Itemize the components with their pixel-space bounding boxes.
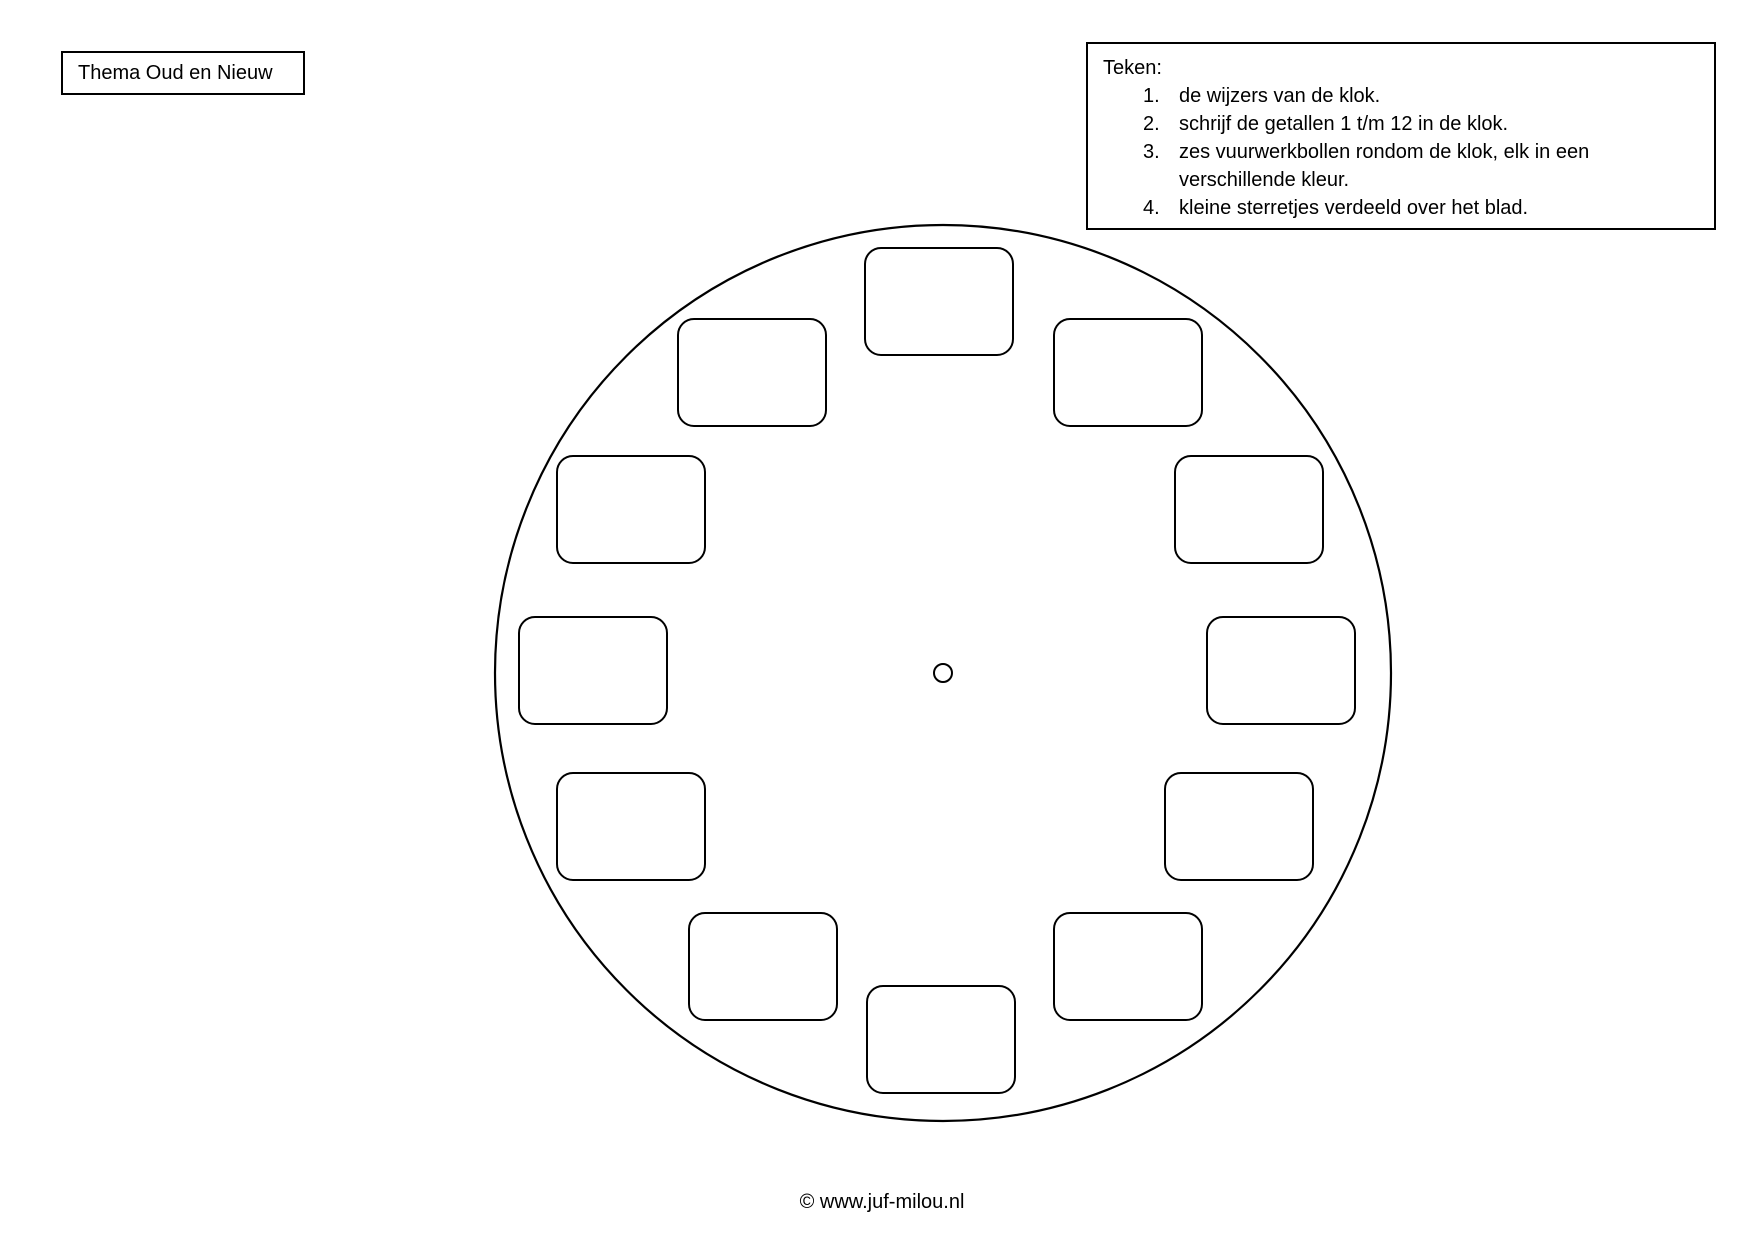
hour-box-3[interactable] xyxy=(1207,617,1355,724)
instruction-text: de wijzers van de klok. xyxy=(1179,85,1381,107)
instruction-text: schrijf de getallen 1 t/m 12 in de klok. xyxy=(1179,113,1509,135)
instruction-text: zes vuurwerkbollen rondom de klok, elk in een verschillende kleur. xyxy=(1179,141,1590,191)
hour-box-12[interactable] xyxy=(865,248,1013,355)
hour-box-1[interactable] xyxy=(1054,319,1202,426)
hour-box-6[interactable] xyxy=(867,986,1015,1093)
hour-box-4[interactable] xyxy=(1165,773,1313,880)
hour-box-2[interactable] xyxy=(1175,456,1323,563)
instruction-number: 3. xyxy=(1143,141,1160,163)
clock-center xyxy=(934,664,952,682)
instruction-text: kleine sterretjes verdeeld over het blad. xyxy=(1179,197,1529,219)
hour-box-9[interactable] xyxy=(519,617,667,724)
hour-box-11[interactable] xyxy=(678,319,826,426)
hour-box-7[interactable] xyxy=(689,913,837,1020)
instruction-number: 2. xyxy=(1143,113,1160,135)
copyright-footer: © www.juf-milou.nl xyxy=(799,1191,965,1213)
worksheet-title: Thema Oud en Nieuw xyxy=(78,62,273,84)
instruction-number: 4. xyxy=(1143,197,1160,219)
hour-box-5[interactable] xyxy=(1054,913,1202,1020)
hour-box-8[interactable] xyxy=(557,773,705,880)
instructions-heading: Teken: xyxy=(1103,57,1162,79)
hour-box-10[interactable] xyxy=(557,456,705,563)
instruction-number: 1. xyxy=(1143,85,1160,107)
